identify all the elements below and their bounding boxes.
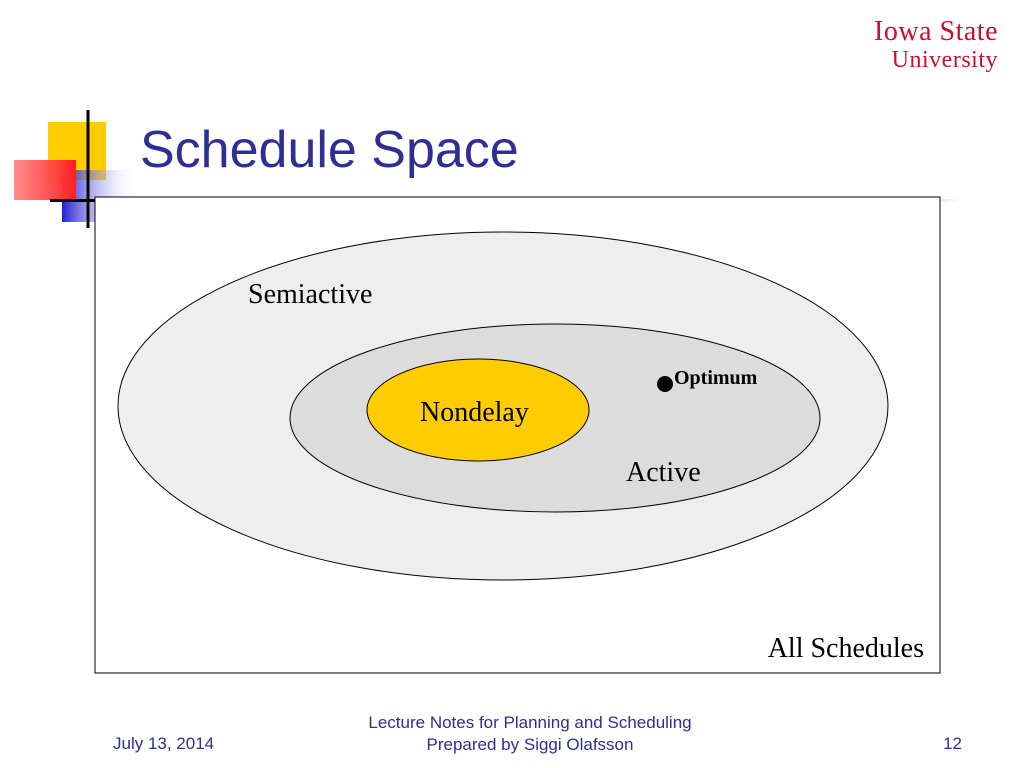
nondelay-label: Nondelay — [420, 397, 529, 428]
slide-title: Schedule Space — [140, 121, 519, 179]
optimum-point — [657, 376, 673, 392]
active-label: Active — [626, 457, 701, 488]
footer-notes — [300, 712, 760, 756]
footer-notes-line-1: Lecture Notes for Planning and Scheduling — [368, 713, 692, 732]
semiactive-label: Semiactive — [248, 279, 373, 310]
logo-line-2: University — [891, 47, 998, 73]
optimum-label: Optimum — [674, 367, 758, 389]
page-number: 12 — [943, 734, 962, 753]
logo-line-1: Iowa State — [874, 16, 998, 47]
footer-date: July 13, 2014 — [113, 734, 215, 753]
footer-notes-line-2: Prepared by Siggi Olafsson — [426, 735, 634, 755]
all-schedules-label: All Schedules — [767, 633, 924, 664]
